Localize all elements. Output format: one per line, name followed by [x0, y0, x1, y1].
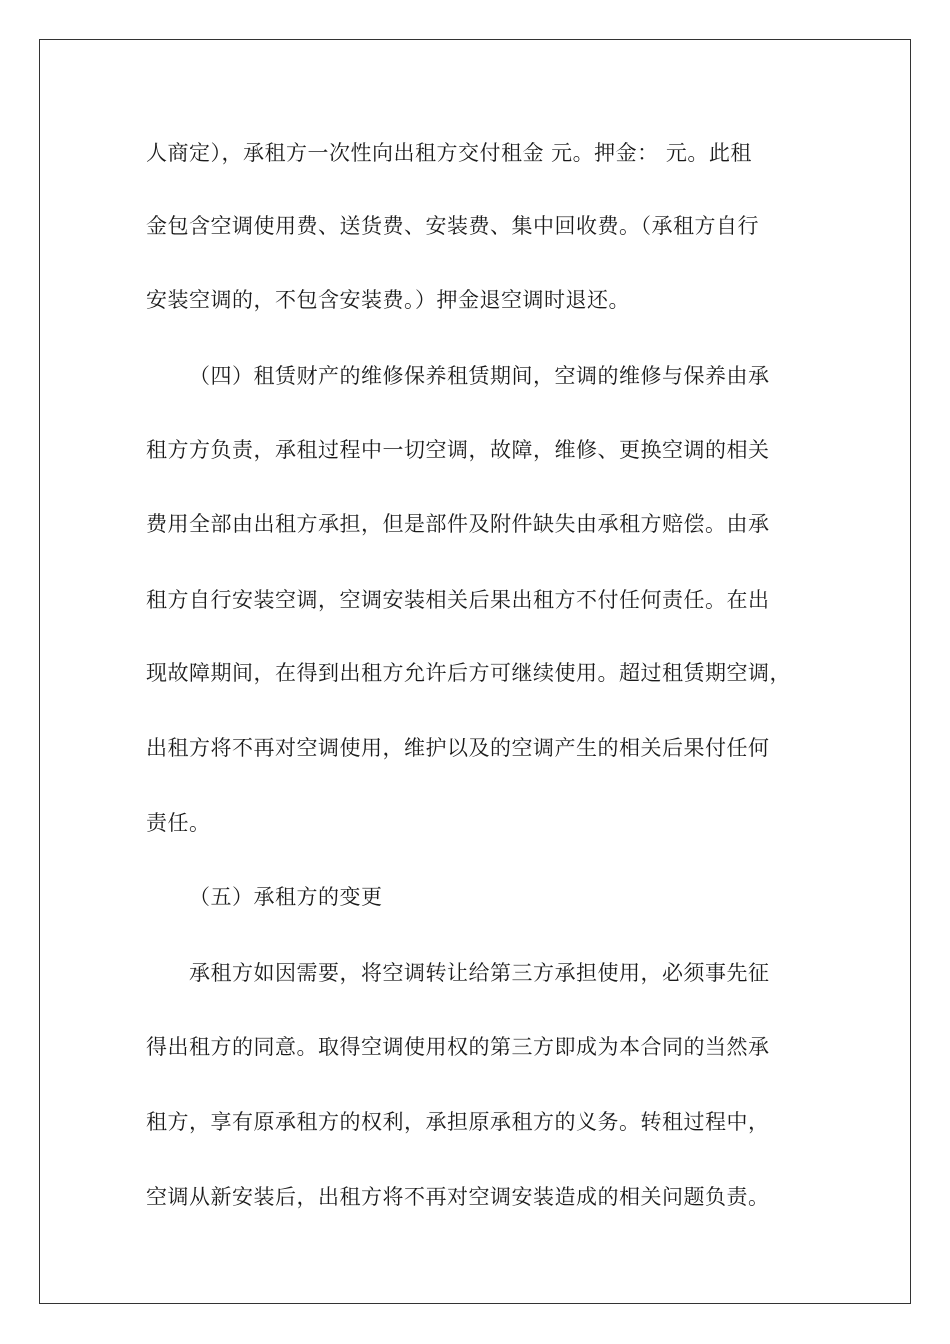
text-line: 空调从新安装后，出租方将不再对空调安装造成的相关问题负责。	[146, 1185, 770, 1209]
text-line: 出租方将不再对空调使用，维护以及的空调产生的相关后果付任何	[146, 736, 770, 760]
text-line: 费用全部由出租方承担，但是部件及附件缺失由承租方赔偿。由承	[146, 512, 770, 536]
text-line: 承租方如因需要，将空调转让给第三方承担使用，必须事先征	[189, 961, 770, 985]
text-line: 租方方负责，承租过程中一切空调，故障，维修、更换空调的相关	[146, 438, 770, 462]
text-line: 金包含空调使用费、送货费、安装费、集中回收费。（承租方自行	[146, 214, 759, 238]
section-heading-four: （四）租赁财产的维修保养租赁期间，空调的维修与保养由承	[189, 364, 770, 388]
text-line: 人商定），承租方一次性向出租方交付租金 元。押金： 元。此租	[146, 141, 752, 165]
text-line: 责任。	[146, 811, 211, 835]
text-line: 租方自行安装空调，空调安装相关后果出租方不付任何责任。在出	[146, 588, 770, 612]
text-line: 租方，享有原承租方的权利，承担原承租方的义务。转租过程中，	[146, 1110, 770, 1134]
text-line: 得出租方的同意。取得空调使用权的第三方即成为本合同的当然承	[146, 1035, 770, 1059]
section-heading-five: （五）承租方的变更	[189, 885, 383, 909]
text-line: 现故障期间，在得到出租方允许后方可继续使用。超过租赁期空调，	[146, 661, 791, 685]
text-line: 安装空调的，不包含安装费。）押金退空调时退还。	[146, 288, 630, 312]
